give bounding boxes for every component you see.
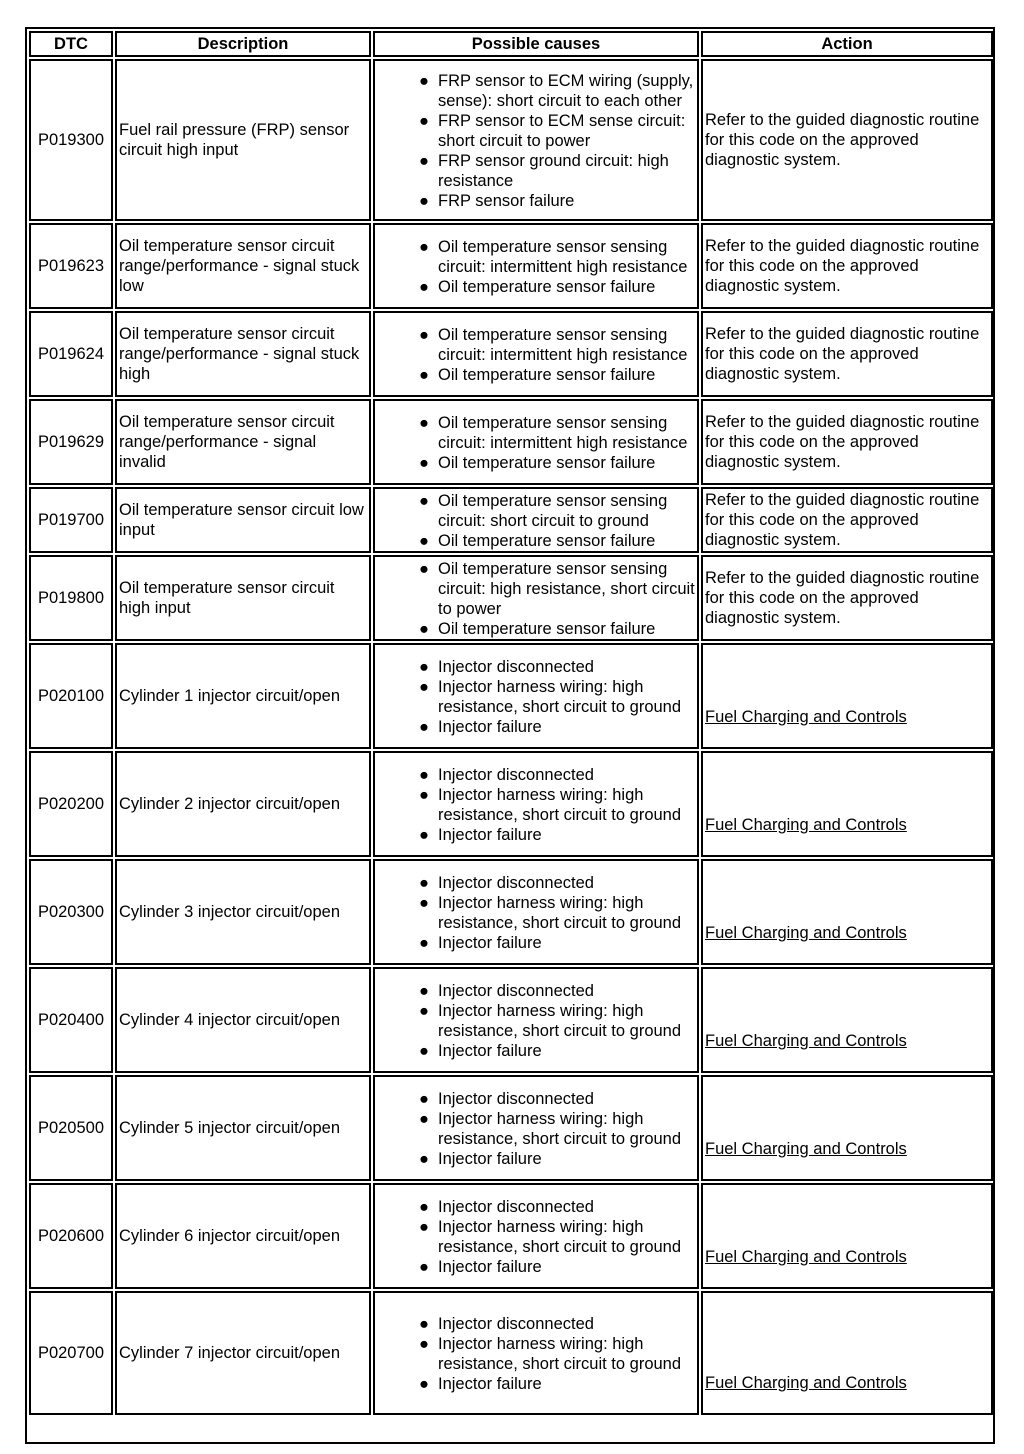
cause-text: Oil temperature sensor sensing circuit: intermittent high resistance (438, 414, 688, 452)
table-row (29, 223, 993, 309)
possible-causes-list (381, 657, 695, 737)
cause-item (381, 1089, 695, 1109)
cause-text: Injector disconnected (438, 874, 594, 892)
possible-causes-list (381, 237, 695, 297)
cause-text: Injector failure (438, 826, 542, 844)
possible-causes-cell (373, 1291, 699, 1415)
bullet-icon: ● (419, 366, 429, 384)
cause-text: Injector harness wiring: high resistance, short circuit to ground (438, 678, 682, 716)
cause-text: Injector disconnected (438, 982, 594, 1000)
possible-causes-list (381, 559, 695, 639)
possible-causes-cell (373, 487, 699, 553)
dtc-code: P019700 (29, 487, 113, 553)
table-row (29, 311, 993, 397)
action-cell (701, 1291, 993, 1415)
action-text: Refer to the guided diagnostic routine for this code on the approved diagnostic system. (705, 569, 980, 627)
table-row (29, 399, 993, 485)
action-cell (701, 223, 993, 309)
cause-text: Injector harness wiring: high resistance, short circuit to ground (438, 1218, 682, 1256)
dtc-description: Cylinder 7 injector circuit/open (115, 1291, 371, 1415)
action-text: Refer to the guided diagnostic routine for this code on the approved diagnostic system. (705, 237, 980, 295)
cause-text: Injector harness wiring: high resistance, short circuit to ground (438, 1110, 682, 1148)
header-possible-causes: Possible causes (373, 31, 699, 57)
cause-text: Injector harness wiring: high resistance, short circuit to ground (438, 786, 682, 824)
cause-item (381, 277, 695, 297)
bullet-icon: ● (419, 718, 429, 736)
table-row (29, 1183, 993, 1289)
dtc-description: Cylinder 2 injector circuit/open (115, 751, 371, 857)
cause-item (381, 325, 695, 365)
table-row (29, 59, 993, 221)
dtc-table (27, 29, 995, 1417)
possible-causes-cell (373, 223, 699, 309)
action-cell (701, 967, 993, 1073)
dtc-code: P019624 (29, 311, 113, 397)
bullet-icon: ● (419, 658, 429, 676)
action-cell (701, 487, 993, 553)
dtc-code: P020300 (29, 859, 113, 965)
cause-item (381, 559, 695, 619)
dtc-description: Oil temperature sensor circuit high input (115, 555, 371, 641)
bullet-icon: ● (419, 1198, 429, 1216)
dtc-code: P020400 (29, 967, 113, 1073)
cause-item (381, 453, 695, 473)
bullet-icon: ● (419, 152, 429, 170)
cause-text: Oil temperature sensor failure (438, 278, 656, 296)
table-row (29, 555, 993, 641)
cause-item (381, 1001, 695, 1041)
possible-causes-cell (373, 643, 699, 749)
action-cell (701, 1075, 993, 1181)
possible-causes-cell (373, 1183, 699, 1289)
bullet-icon: ● (419, 1090, 429, 1108)
cause-item (381, 531, 695, 551)
dtc-code: P019623 (29, 223, 113, 309)
cause-item (381, 365, 695, 385)
bullet-icon: ● (419, 278, 429, 296)
dtc-description: Oil temperature sensor circuit range/performance - signal stuck low (115, 223, 371, 309)
cause-text: Injector failure (438, 1375, 542, 1393)
action-cell (701, 1183, 993, 1289)
cause-text: FRP sensor ground circuit: high resistance (438, 152, 669, 190)
bullet-icon: ● (419, 894, 429, 912)
possible-causes-cell (373, 311, 699, 397)
cause-item (381, 619, 695, 639)
dtc-description: Fuel rail pressure (FRP) sensor circuit high input (115, 59, 371, 221)
dtc-code: P020500 (29, 1075, 113, 1181)
bullet-icon: ● (419, 874, 429, 892)
cause-text: Injector disconnected (438, 1090, 594, 1108)
cause-item (381, 413, 695, 453)
bullet-icon: ● (419, 238, 429, 256)
dtc-code: P019300 (29, 59, 113, 221)
header-dtc: DTC (29, 31, 113, 57)
cause-text: Injector failure (438, 1042, 542, 1060)
possible-causes-list (381, 981, 695, 1061)
fuel-charging-link[interactable]: Fuel Charging and Controls (705, 816, 907, 834)
table-header-row (29, 31, 993, 57)
cause-text: Injector failure (438, 1150, 542, 1168)
bullet-icon: ● (419, 766, 429, 784)
possible-causes-list (381, 1314, 695, 1394)
bullet-icon: ● (419, 532, 429, 550)
dtc-description: Cylinder 3 injector circuit/open (115, 859, 371, 965)
action-cell (701, 859, 993, 965)
bullet-icon: ● (419, 72, 429, 90)
possible-causes-cell (373, 1075, 699, 1181)
fuel-charging-link[interactable]: Fuel Charging and Controls (705, 1374, 907, 1392)
bullet-icon: ● (419, 678, 429, 696)
cause-item (381, 1314, 695, 1334)
cause-item (381, 785, 695, 825)
cause-item (381, 825, 695, 845)
cause-item (381, 765, 695, 785)
cause-item (381, 981, 695, 1001)
dtc-description: Cylinder 6 injector circuit/open (115, 1183, 371, 1289)
action-text: Refer to the guided diagnostic routine for this code on the approved diagnostic system. (705, 491, 980, 549)
dtc-description: Oil temperature sensor circuit range/performance - signal stuck high (115, 311, 371, 397)
cause-text: FRP sensor to ECM wiring (supply, sense): short circuit to each other (438, 72, 694, 110)
action-cell (701, 311, 993, 397)
cause-text: Injector disconnected (438, 658, 594, 676)
dtc-description: Oil temperature sensor circuit low input (115, 487, 371, 553)
bullet-icon: ● (419, 1258, 429, 1276)
bullet-icon: ● (419, 492, 429, 510)
table-row (29, 967, 993, 1073)
possible-causes-cell (373, 399, 699, 485)
bullet-icon: ● (419, 982, 429, 1000)
dtc-description: Cylinder 5 injector circuit/open (115, 1075, 371, 1181)
cause-text: Oil temperature sensor failure (438, 620, 656, 638)
cause-item (381, 151, 695, 191)
fuel-charging-link[interactable]: Fuel Charging and Controls (705, 1248, 907, 1266)
cause-item (381, 657, 695, 677)
cause-item (381, 71, 695, 111)
possible-causes-list (381, 1089, 695, 1169)
possible-causes-list (381, 1197, 695, 1277)
dtc-code: P019800 (29, 555, 113, 641)
cause-text: Oil temperature sensor failure (438, 454, 656, 472)
fuel-charging-link[interactable]: Fuel Charging and Controls (705, 708, 907, 726)
action-cell (701, 643, 993, 749)
bullet-icon: ● (419, 1375, 429, 1393)
possible-causes-list (381, 413, 695, 473)
cause-text: Oil temperature sensor sensing circuit: intermittent high resistance (438, 238, 688, 276)
cause-item (381, 1217, 695, 1257)
cause-item (381, 111, 695, 151)
fuel-charging-link[interactable]: Fuel Charging and Controls (705, 924, 907, 942)
header-description: Description (115, 31, 371, 57)
cause-text: Injector harness wiring: high resistance, short circuit to ground (438, 1335, 682, 1373)
bullet-icon: ● (419, 1335, 429, 1353)
possible-causes-list (381, 873, 695, 953)
cause-text: FRP sensor failure (438, 192, 575, 210)
cause-text: Injector failure (438, 718, 542, 736)
possible-causes-cell (373, 967, 699, 1073)
cause-item (381, 677, 695, 717)
dtc-code: P020700 (29, 1291, 113, 1415)
bullet-icon: ● (419, 1002, 429, 1020)
possible-causes-cell (373, 859, 699, 965)
cause-item (381, 1334, 695, 1374)
dtc-code: P020100 (29, 643, 113, 749)
action-text: Refer to the guided diagnostic routine for this code on the approved diagnostic system. (705, 413, 980, 471)
possible-causes-cell (373, 751, 699, 857)
fuel-charging-link[interactable]: Fuel Charging and Controls (705, 1140, 907, 1158)
header-action: Action (701, 31, 993, 57)
cause-text: Injector failure (438, 934, 542, 952)
possible-causes-list (381, 71, 695, 211)
cause-text: Oil temperature sensor sensing circuit: short circuit to ground (438, 492, 668, 530)
table-row (29, 1291, 993, 1415)
bullet-icon: ● (419, 786, 429, 804)
cause-item (381, 1257, 695, 1277)
action-text: Refer to the guided diagnostic routine for this code on the approved diagnostic system. (705, 111, 980, 169)
cause-item (381, 1109, 695, 1149)
cause-item (381, 1041, 695, 1061)
cause-item (381, 191, 695, 211)
possible-causes-cell (373, 555, 699, 641)
cause-item (381, 893, 695, 933)
bullet-icon: ● (419, 1042, 429, 1060)
bullet-icon: ● (419, 1150, 429, 1168)
dtc-code: P020200 (29, 751, 113, 857)
cause-text: Oil temperature sensor sensing circuit: high resistance, short circuit to power (438, 560, 695, 618)
cause-text: Injector harness wiring: high resistance, short circuit to ground (438, 894, 682, 932)
cause-text: Injector harness wiring: high resistance, short circuit to ground (438, 1002, 682, 1040)
cause-text: Oil temperature sensor sensing circuit: intermittent high resistance (438, 326, 688, 364)
cause-item (381, 1197, 695, 1217)
cause-item (381, 237, 695, 277)
dtc-code: P020600 (29, 1183, 113, 1289)
bullet-icon: ● (419, 1315, 429, 1333)
possible-causes-list (381, 325, 695, 385)
bullet-icon: ● (419, 112, 429, 130)
bullet-icon: ● (419, 1110, 429, 1128)
cause-item (381, 717, 695, 737)
table-row (29, 1075, 993, 1181)
cause-item (381, 491, 695, 531)
bullet-icon: ● (419, 414, 429, 432)
table-row (29, 487, 993, 553)
table-body (29, 59, 993, 1415)
possible-causes-list (381, 765, 695, 845)
fuel-charging-link[interactable]: Fuel Charging and Controls (705, 1032, 907, 1050)
bullet-icon: ● (419, 454, 429, 472)
possible-causes-list (381, 491, 695, 551)
possible-causes-cell (373, 59, 699, 221)
cause-item (381, 1149, 695, 1169)
action-cell (701, 751, 993, 857)
action-cell (701, 59, 993, 221)
cause-text: Injector disconnected (438, 1315, 594, 1333)
cause-text: Injector disconnected (438, 1198, 594, 1216)
bullet-icon: ● (419, 1218, 429, 1236)
bullet-icon: ● (419, 620, 429, 638)
action-cell (701, 399, 993, 485)
action-text: Refer to the guided diagnostic routine for this code on the approved diagnostic system. (705, 325, 980, 383)
bullet-icon: ● (419, 326, 429, 344)
cause-text: Oil temperature sensor failure (438, 532, 656, 550)
bullet-icon: ● (419, 560, 429, 578)
table-row (29, 751, 993, 857)
dtc-code: P019629 (29, 399, 113, 485)
cause-item (381, 1374, 695, 1394)
cause-text: Injector disconnected (438, 766, 594, 784)
cause-text: Injector failure (438, 1258, 542, 1276)
bullet-icon: ● (419, 192, 429, 210)
table-row (29, 859, 993, 965)
bullet-icon: ● (419, 826, 429, 844)
dtc-description: Cylinder 1 injector circuit/open (115, 643, 371, 749)
table-row (29, 643, 993, 749)
dtc-description: Cylinder 4 injector circuit/open (115, 967, 371, 1073)
cause-text: Oil temperature sensor failure (438, 366, 656, 384)
dtc-description: Oil temperature sensor circuit range/performance - signal invalid (115, 399, 371, 485)
cause-text: FRP sensor to ECM sense circuit: short circuit to power (438, 112, 686, 150)
cause-item (381, 873, 695, 893)
action-cell (701, 555, 993, 641)
cause-item (381, 933, 695, 953)
bullet-icon: ● (419, 934, 429, 952)
